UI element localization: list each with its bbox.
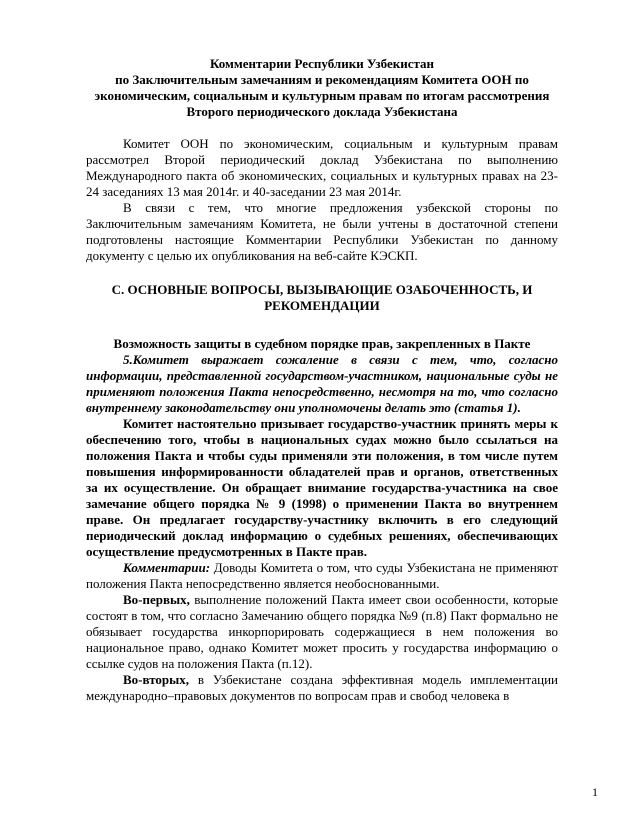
paragraph-firstly (86, 592, 558, 672)
comments-text: Доводы Комитета о том, что суды Узбекистана не применяют положения Пакта непосредственно является необоснованными. (86, 560, 558, 591)
paragraph-comments (86, 560, 558, 592)
paragraph-committee-recommendation: Комитет настоятельно призывает государство-участник принять меры к обеспечению того, чтобы в национальных судах можно было ссылаться на положения Пакта и чтобы суды применяли эти положения, в том числе путем повышения информированности обладателей прав и органов, ответственных за их осуществление. Он обращает внимание государства-участника на свое замечание общего порядка № 9 (1998) о применении Пакта во внутреннем праве. Он предлагает государству-участнику включить в его следующий периодический доклад информацию о судебных решениях, обеспечивающих осуществление предусмотренных в Пакте прав. (86, 416, 558, 559)
document-title-line1: Комментарии Республики Узбекистан (209, 56, 435, 71)
document-title-rest: по Заключительным замечаниям и рекомендациям Комитета ООН по экономическим, социальным и культурным правам по итогам рассмотрения Второго периодического доклада Узбекистана (94, 72, 550, 119)
comments-lead: Комментарии: (123, 560, 211, 575)
secondly-text: в Узбекистане создана эффективная модель имплементации международно–правовых документов по вопросам прав и свобод человека в (86, 672, 558, 703)
firstly-lead: Во-первых, (123, 592, 190, 607)
paragraph-committee-review: Комитет ООН по экономическим, социальным и культурным правам рассмотрел Второй периодический доклад Узбекистана по выполнению Международного пакта об экономических, социальных и культурных правах на 23-24 заседаниях 13 мая 2014г. и 40-заседании 23 мая 2014г. (86, 136, 558, 199)
document-title (86, 56, 558, 120)
section-heading: С. ОСНОВНЫЕ ВОПРОСЫ, ВЫЗЫВАЮЩИЕ ОЗАБОЧЕННОСТЬ, И РЕКОМЕНДАЦИИ (111, 282, 533, 313)
subsection-heading: Возможность защиты в судебном порядке прав, закрепленных в Пакте (113, 336, 531, 351)
secondly-lead: Во-вторых, (123, 672, 190, 687)
paragraph-committee-concern: 5.Комитет выражает сожаление в связи с тем, что, согласно информации, представленной государством-участником, национальные суды не применяют положения Пакта непосредственно, несмотря на то, что согласно внутреннему законодательству они уполномочены делать это (статья 1). (86, 352, 558, 415)
paragraph-comments-purpose: В связи с тем, что многие предложения узбекской стороны по Заключительным замечаниям Комитета, не были учтены в достаточной степени подготовлены настоящие Комментарии Республики Узбекистан по данному документу с целью их опубликования на веб-сайте КЭСКП. (86, 200, 558, 263)
paragraph-secondly (86, 672, 558, 704)
page-number: 1 (592, 785, 598, 799)
firstly-text: выполнение положений Пакта имеет свои особенности, которые состоят в том, что согласно Замечанию общего порядка №9 (п.8) Пакт формально не обязывает государства инкорпорировать содержащиеся в нем положения во национальное право, однако Комитет может просить у государства информацию о ссылке судов на положения Пакта (п.12). (86, 592, 558, 671)
